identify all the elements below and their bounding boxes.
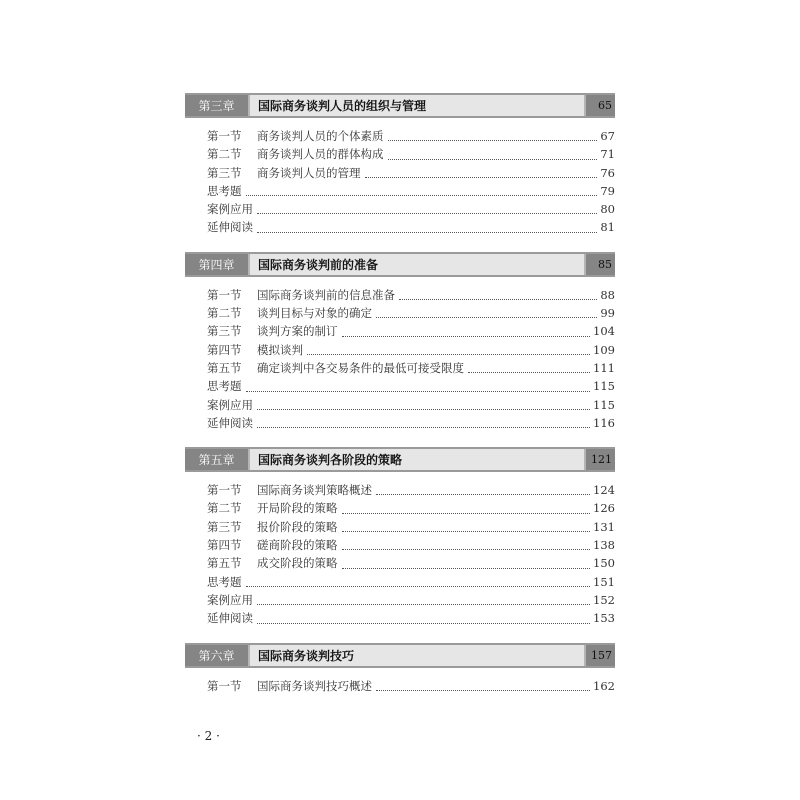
toc-entry[interactable]	[207, 499, 615, 517]
toc-entry[interactable]	[207, 164, 615, 182]
section-number: 第一节	[207, 678, 242, 693]
section-number: 第三节	[207, 519, 242, 534]
section-title: 案例应用	[207, 397, 253, 412]
dot-leader	[342, 531, 591, 532]
toc-entry[interactable]	[207, 414, 615, 432]
chapter-page: 121	[586, 449, 615, 470]
section-number: 第四节	[207, 538, 242, 553]
chapter-label: 第六章	[185, 645, 248, 666]
section-number: 第五节	[207, 556, 242, 571]
dot-leader	[257, 604, 590, 605]
toc-entry[interactable]	[207, 377, 615, 395]
section-page: 151	[593, 574, 615, 589]
section-title: 报价阶段的策略	[257, 519, 338, 534]
chapter-6	[185, 643, 615, 695]
dot-leader	[388, 159, 598, 160]
section-title: 延伸阅读	[207, 220, 253, 235]
section-number: 第四节	[207, 342, 242, 357]
chapter-title: 国际商务谈判各阶段的策略	[248, 449, 586, 470]
section-title: 模拟谈判	[257, 342, 303, 357]
section-title: 国际商务谈判前的信息准备	[257, 287, 395, 302]
chapter-header[interactable]	[185, 643, 615, 668]
chapter-header[interactable]	[185, 93, 615, 118]
chapter-4	[185, 252, 615, 432]
section-number: 第三节	[207, 324, 242, 339]
section-title: 思考题	[207, 574, 242, 589]
dot-leader	[376, 690, 590, 691]
section-title: 国际商务谈判策略概述	[257, 483, 372, 498]
toc-entry[interactable]	[207, 536, 615, 554]
dot-leader	[257, 623, 590, 624]
section-page: 115	[593, 397, 615, 412]
section-title: 商务谈判人员的群体构成	[257, 147, 384, 162]
section-number: 第二节	[207, 501, 242, 516]
section-number: 第二节	[207, 306, 242, 321]
section-title: 思考题	[207, 183, 242, 198]
dot-leader	[388, 140, 598, 141]
toc-entry[interactable]	[207, 573, 615, 591]
section-page: 150	[593, 556, 615, 571]
dot-leader	[257, 232, 597, 233]
toc-entry[interactable]	[207, 677, 615, 695]
section-page: 111	[593, 360, 615, 375]
dot-leader	[365, 177, 598, 178]
dot-leader	[246, 195, 598, 196]
section-page: 162	[593, 678, 615, 693]
dot-leader	[257, 409, 590, 410]
toc-entry[interactable]	[207, 341, 615, 359]
table-of-contents	[185, 93, 615, 695]
dot-leader	[342, 336, 591, 337]
section-page: 153	[593, 611, 615, 626]
section-page: 81	[600, 220, 615, 235]
section-page: 124	[593, 483, 615, 498]
section-page: 115	[593, 379, 615, 394]
dot-leader	[342, 513, 591, 514]
section-page: 67	[600, 129, 615, 143]
dot-leader	[399, 299, 597, 300]
section-page: 71	[600, 147, 615, 162]
section-number: 第三节	[207, 165, 242, 180]
section-page: 109	[593, 342, 615, 357]
dot-leader	[257, 213, 597, 214]
dot-leader	[468, 372, 590, 373]
section-list	[185, 668, 615, 695]
toc-entry[interactable]	[207, 286, 615, 304]
section-page: 131	[593, 519, 615, 534]
section-number: 第一节	[207, 129, 242, 143]
toc-entry[interactable]	[207, 591, 615, 609]
toc-entry[interactable]	[207, 200, 615, 218]
toc-entry[interactable]	[207, 518, 615, 536]
chapter-5	[185, 447, 615, 627]
section-title: 开局阶段的策略	[257, 501, 338, 516]
section-title: 磋商阶段的策略	[257, 538, 338, 553]
dot-leader	[307, 354, 590, 355]
toc-entry[interactable]	[207, 609, 615, 627]
dot-leader	[246, 586, 591, 587]
chapter-header[interactable]	[185, 252, 615, 277]
dot-leader	[342, 568, 591, 569]
section-page: 152	[593, 592, 615, 607]
toc-entry[interactable]	[207, 304, 615, 322]
section-list	[185, 472, 615, 627]
section-title: 案例应用	[207, 592, 253, 607]
section-title: 商务谈判人员的管理	[257, 165, 361, 180]
section-page: 79	[600, 183, 615, 198]
section-page: 88	[600, 287, 615, 302]
chapter-page: 85	[586, 254, 615, 275]
section-page: 99	[600, 306, 615, 321]
chapter-page: 65	[586, 95, 615, 116]
toc-entry[interactable]	[207, 145, 615, 163]
chapter-title: 国际商务谈判前的准备	[248, 254, 586, 275]
chapter-label: 第五章	[185, 449, 248, 470]
toc-entry[interactable]	[207, 322, 615, 340]
section-title: 商务谈判人员的个体素质	[257, 129, 384, 143]
section-title: 案例应用	[207, 202, 253, 217]
section-page: 116	[593, 415, 615, 430]
chapter-label: 第三章	[185, 95, 248, 116]
section-page: 80	[600, 202, 615, 217]
section-number: 第一节	[207, 287, 242, 302]
toc-entry[interactable]	[207, 359, 615, 377]
chapter-3	[185, 93, 615, 237]
toc-entry[interactable]	[207, 182, 615, 200]
section-title: 成交阶段的策略	[257, 556, 338, 571]
section-title: 延伸阅读	[207, 611, 253, 626]
section-title: 谈判目标与对象的确定	[257, 306, 372, 321]
section-page: 104	[593, 324, 615, 339]
toc-entry[interactable]	[207, 127, 615, 145]
chapter-title: 国际商务谈判技巧	[248, 645, 586, 666]
page-number: · 2 ·	[197, 729, 220, 743]
section-title: 思考题	[207, 379, 242, 394]
section-number: 第一节	[207, 483, 242, 498]
toc-entry[interactable]	[207, 481, 615, 499]
dot-leader	[376, 494, 590, 495]
chapter-label: 第四章	[185, 254, 248, 275]
dot-leader	[376, 317, 597, 318]
section-title: 延伸阅读	[207, 415, 253, 430]
section-page: 138	[593, 538, 615, 553]
dot-leader	[342, 549, 591, 550]
chapter-page: 157	[586, 645, 615, 666]
chapter-header[interactable]	[185, 447, 615, 472]
chapter-title: 国际商务谈判人员的组织与管理	[248, 95, 586, 116]
section-page: 126	[593, 501, 615, 516]
section-title: 确定谈判中各交易条件的最低可接受限度	[257, 360, 464, 375]
section-number: 第五节	[207, 360, 242, 375]
section-page: 76	[600, 165, 615, 180]
dot-leader	[246, 391, 591, 392]
toc-entry[interactable]	[207, 554, 615, 572]
toc-entry[interactable]	[207, 396, 615, 414]
toc-entry[interactable]	[207, 218, 615, 236]
section-list	[185, 277, 615, 432]
section-title: 谈判方案的制订	[257, 324, 338, 339]
section-title: 国际商务谈判技巧概述	[257, 678, 372, 693]
section-list	[185, 118, 615, 237]
section-number: 第二节	[207, 147, 242, 162]
dot-leader	[257, 427, 590, 428]
